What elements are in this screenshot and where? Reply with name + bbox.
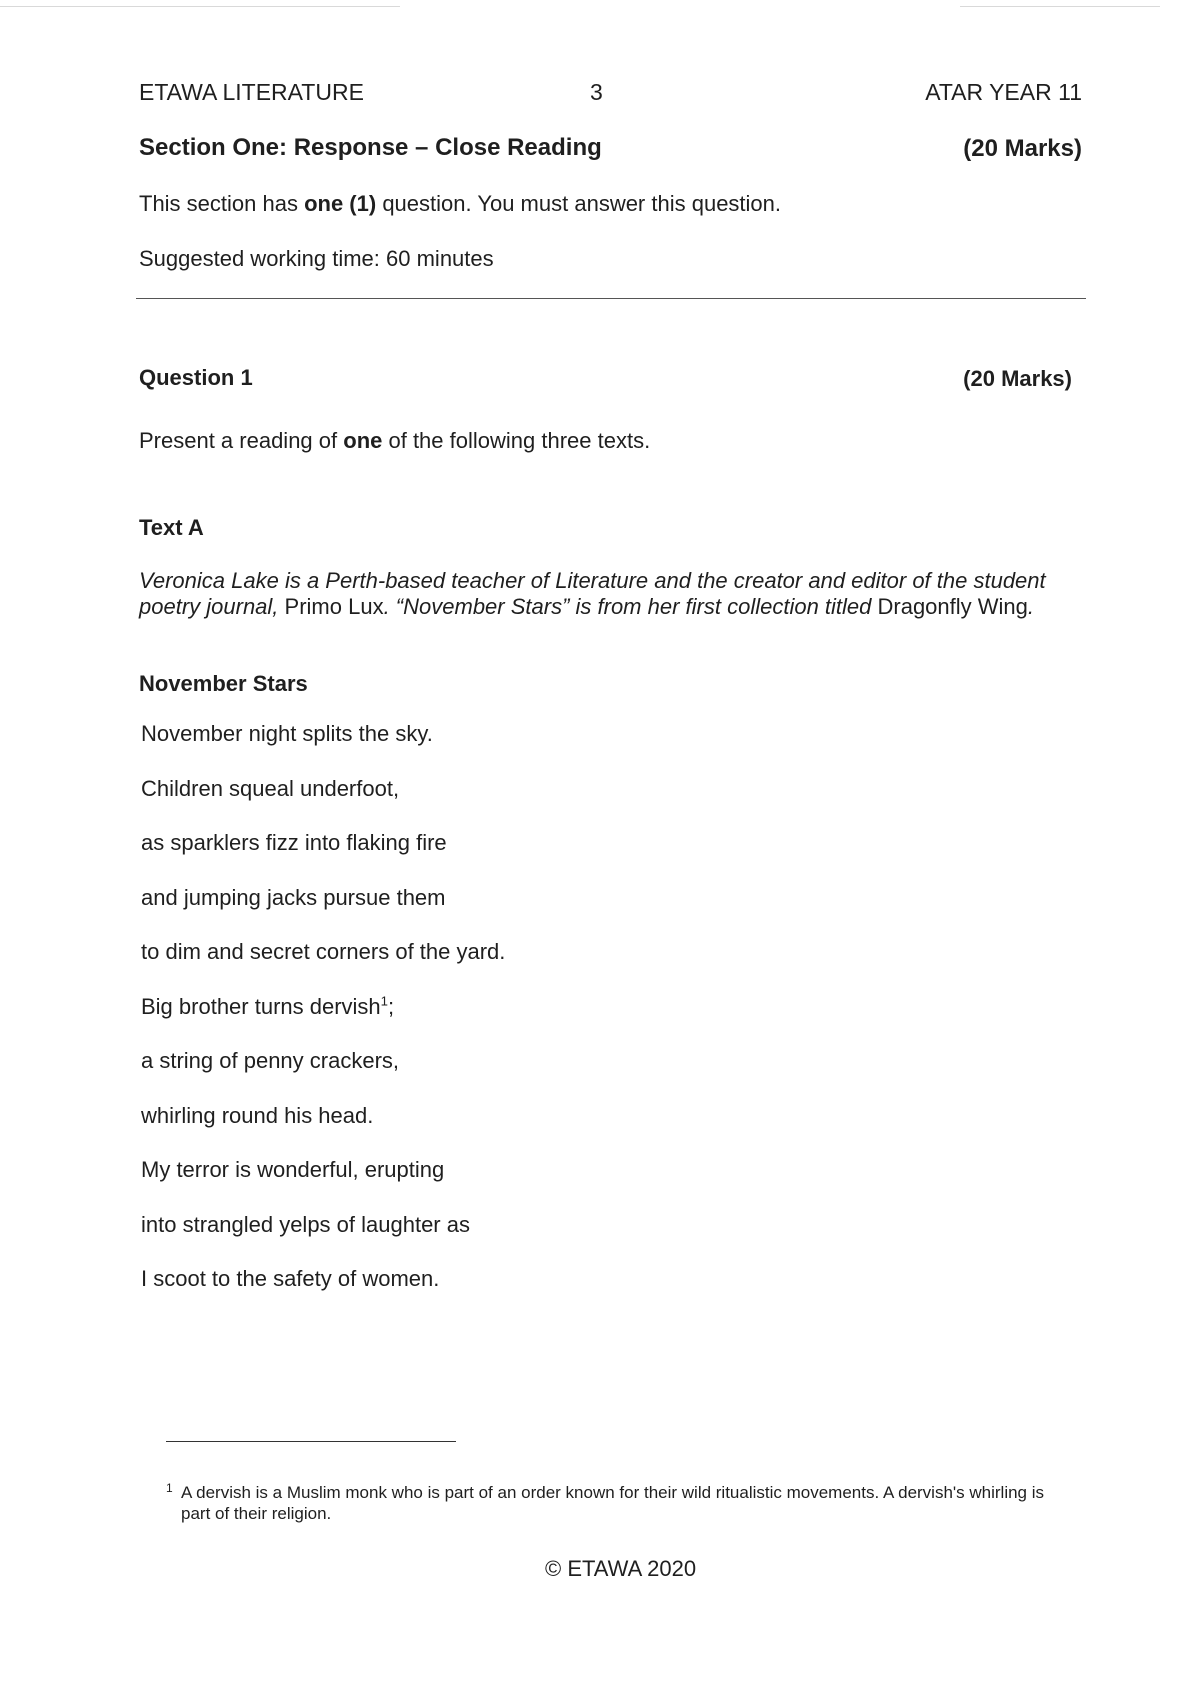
footnote-divider: [166, 1441, 456, 1442]
section-divider: [136, 298, 1086, 299]
text-a-intro: Veronica Lake is a Perth-based teacher of Literature and the creator and editor of the student poetry journal, Primo Lux. “November Stars” is from her first collection titled Dragonfly Wing.: [139, 568, 1046, 619]
poem-line: into strangled yelps of laughter as: [141, 1211, 470, 1237]
question-title: Question 1: [139, 365, 253, 390]
footnote-text: A dervish is a Muslim monk who is part of an order known for their wild ritualistic movements. A dervish's whirling is part of their religion.: [181, 1483, 1045, 1523]
poem-body: [141, 721, 505, 1321]
poem-line-footnoted: Big brother turns dervish$^1$;: [141, 993, 395, 1019]
poem-line: My terror is wonderful, erupting: [141, 1157, 445, 1182]
poem-line: a string of penny crackers,: [141, 1048, 400, 1073]
section-title: Section One: Response – Close Reading: [139, 134, 602, 161]
poem-line: to dim and secret corners of the yard.: [141, 939, 506, 964]
poem-title: November Stars: [139, 671, 308, 696]
header-right: ATAR YEAR 11: [925, 79, 1082, 105]
question-marks: (20 Marks): [963, 366, 1072, 391]
footnote-reference: 1: [380, 993, 389, 1009]
section-instructions: This section has one (1) question. You must answer this question.: [139, 191, 782, 216]
page-number: 3: [590, 79, 603, 105]
header-left: ETAWA LITERATURE: [139, 79, 364, 105]
scan-edge-line: [0, 6, 400, 7]
section-marks: (20 Marks): [963, 135, 1082, 162]
working-time: Suggested working time: 60 minutes: [139, 246, 494, 271]
text-a-heading: Text A: [139, 515, 204, 540]
poem-line: and jumping jacks pursue them: [141, 884, 446, 910]
footnote: [166, 1482, 1046, 1524]
poem-line: Children squeal underfoot,: [141, 775, 400, 801]
scan-edge-line: [960, 6, 1160, 7]
poem-line: whirling round his head.: [141, 1102, 374, 1128]
poem-line: November night splits the sky.: [141, 721, 433, 746]
poem-line: as sparklers fizz into flaking fire: [141, 830, 447, 855]
footnote-marker: 1: [166, 1481, 173, 1495]
question-prompt: Present a reading of one of the following three texts.: [139, 428, 651, 453]
poem-line: I scoot to the safety of women.: [141, 1266, 440, 1291]
copyright: © ETAWA 2020: [545, 1556, 697, 1581]
